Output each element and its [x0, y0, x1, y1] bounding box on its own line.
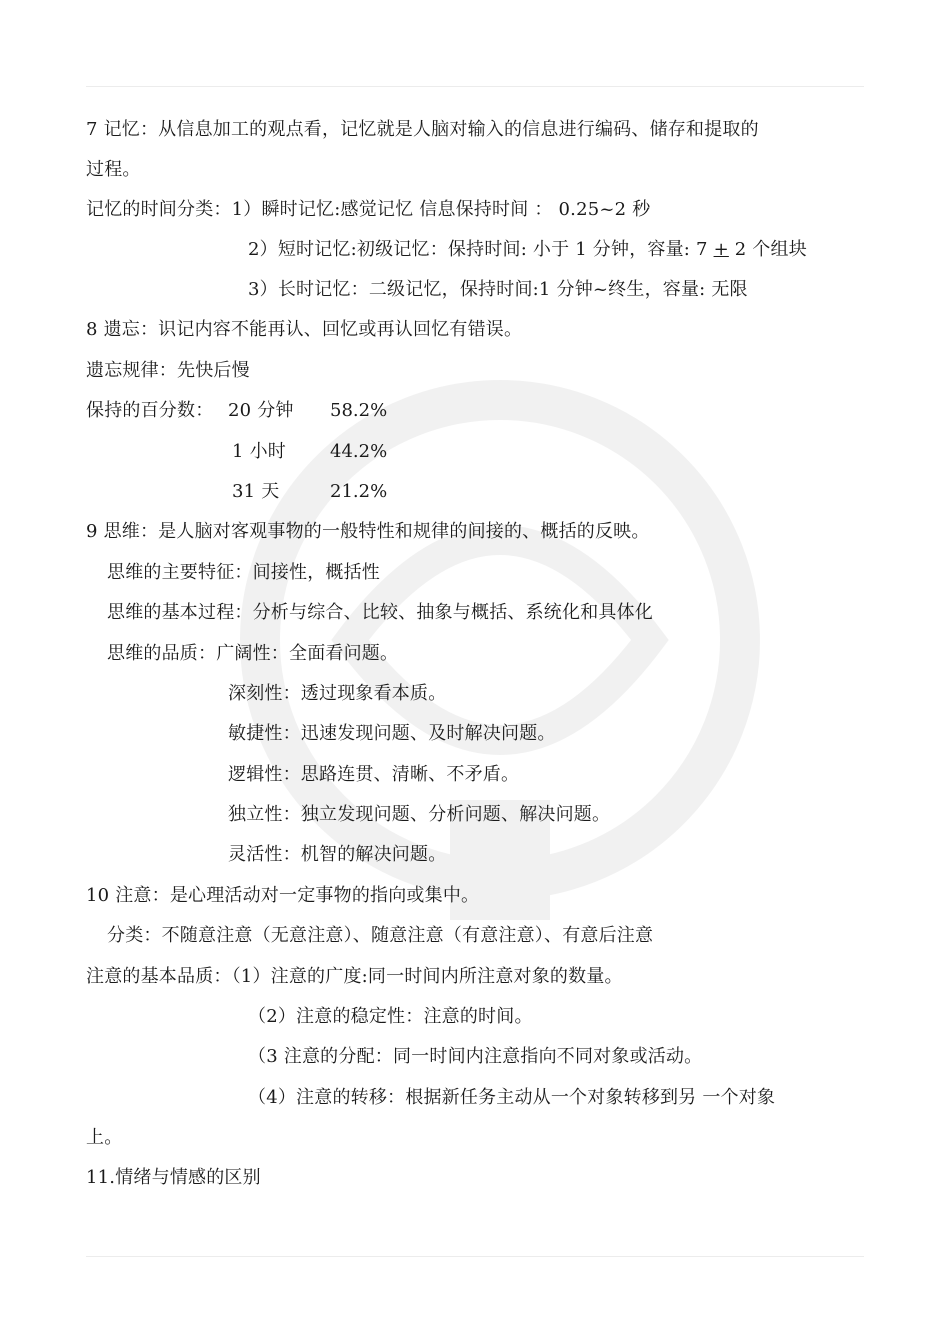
retention-row-2-percent: 44.2% — [330, 441, 388, 462]
short-term-memory-chunks: 2 个组块 — [728, 239, 807, 260]
memory-classification — [86, 198, 650, 222]
thinking-definition: 9 思维：是人脑对客观事物的一般特性和规律的间接的、概括的反映。 — [86, 521, 650, 542]
quality-flexibility: 灵活性：机智的解决问题。 — [228, 844, 447, 865]
quality-logic: 逻辑性：思路连贯、清晰、不矛盾。 — [228, 764, 520, 785]
attention-qualities-label: 注意的基本品质： — [86, 966, 232, 987]
retention-row-1-percent: 58.2% — [330, 400, 388, 421]
attention-distribution: （3 注意的分配：同一时间内注意指向不同对象或活动。 — [248, 1046, 703, 1067]
attention-classification: 分类：不随意注意（无意注意）、随意注意（有意注意）、有意后注意 — [107, 925, 654, 946]
memory-definition-line1: 7 记忆：从信息加工的观点看，记忆就是人脑对输入的信息进行编码、储存和提取的 — [86, 119, 759, 140]
forgetting-law: 遗忘规律：先快后慢 — [86, 360, 250, 381]
short-term-memory — [248, 238, 807, 262]
thinking-features: 思维的主要特征：间接性，概括性 — [107, 562, 380, 583]
header-rule — [86, 86, 864, 87]
attention-qualities — [86, 965, 623, 989]
short-term-memory-text: 2）短时记忆:初级记忆：保持时间: 小于 1 分钟，容量: 7 — [248, 239, 714, 260]
attention-shift: （4）注意的转移：根据新任务主动从一个对象转移到另 一个对象 — [248, 1087, 776, 1108]
long-term-memory: 3）长时记忆：二级记忆，保持时间:1 分钟~终生，容量: 无限 — [248, 279, 748, 300]
emotion-heading: 11.情绪与情感的区别 — [86, 1167, 261, 1188]
quality-breadth: 广阔性：全面看问题。 — [216, 643, 399, 664]
attention-definition: 10 注意：是心理活动对一定事物的指向或集中。 — [86, 885, 480, 906]
memory-definition-line2: 过程。 — [86, 159, 141, 180]
thinking-qualities — [107, 642, 398, 666]
attention-shift-continuation: 上。 — [86, 1127, 123, 1148]
retention-row-3-time: 31 天 — [232, 481, 280, 502]
plus-minus-symbol: + — [713, 239, 729, 260]
quality-agility: 敏捷性：迅速发现问题、及时解决问题。 — [228, 723, 556, 744]
quality-depth: 深刻性：透过现象看本质。 — [228, 683, 447, 704]
attention-breadth: （1）注意的广度:同一时间内所注意对象的数量。 — [231, 966, 623, 987]
footer-rule — [86, 1256, 864, 1257]
retention-row-1-time: 20 分钟 — [228, 400, 294, 421]
quality-independence: 独立性：独立发现问题、分析问题、解决问题。 — [228, 804, 611, 825]
retention-row-3-percent: 21.2% — [330, 481, 388, 502]
retention-row-2-time: 1 小时 — [232, 441, 286, 462]
sensory-memory: 1）瞬时记忆:感觉记忆 信息保持时间 ： 0.25~2 秒 — [231, 199, 651, 220]
attention-stability: （2）注意的稳定性：注意的时间。 — [248, 1006, 533, 1027]
retention-label: 保持的百分数： — [86, 400, 214, 421]
thinking-process: 思维的基本过程：分析与综合、比较、抽象与概括、系统化和具体化 — [107, 602, 653, 623]
thinking-qualities-label: 思维的品质： — [107, 643, 217, 664]
memory-classification-label: 记忆的时间分类： — [86, 199, 232, 220]
forgetting-definition: 8 遗忘：识记内容不能再认、回忆或再认回忆有错误。 — [86, 319, 523, 340]
